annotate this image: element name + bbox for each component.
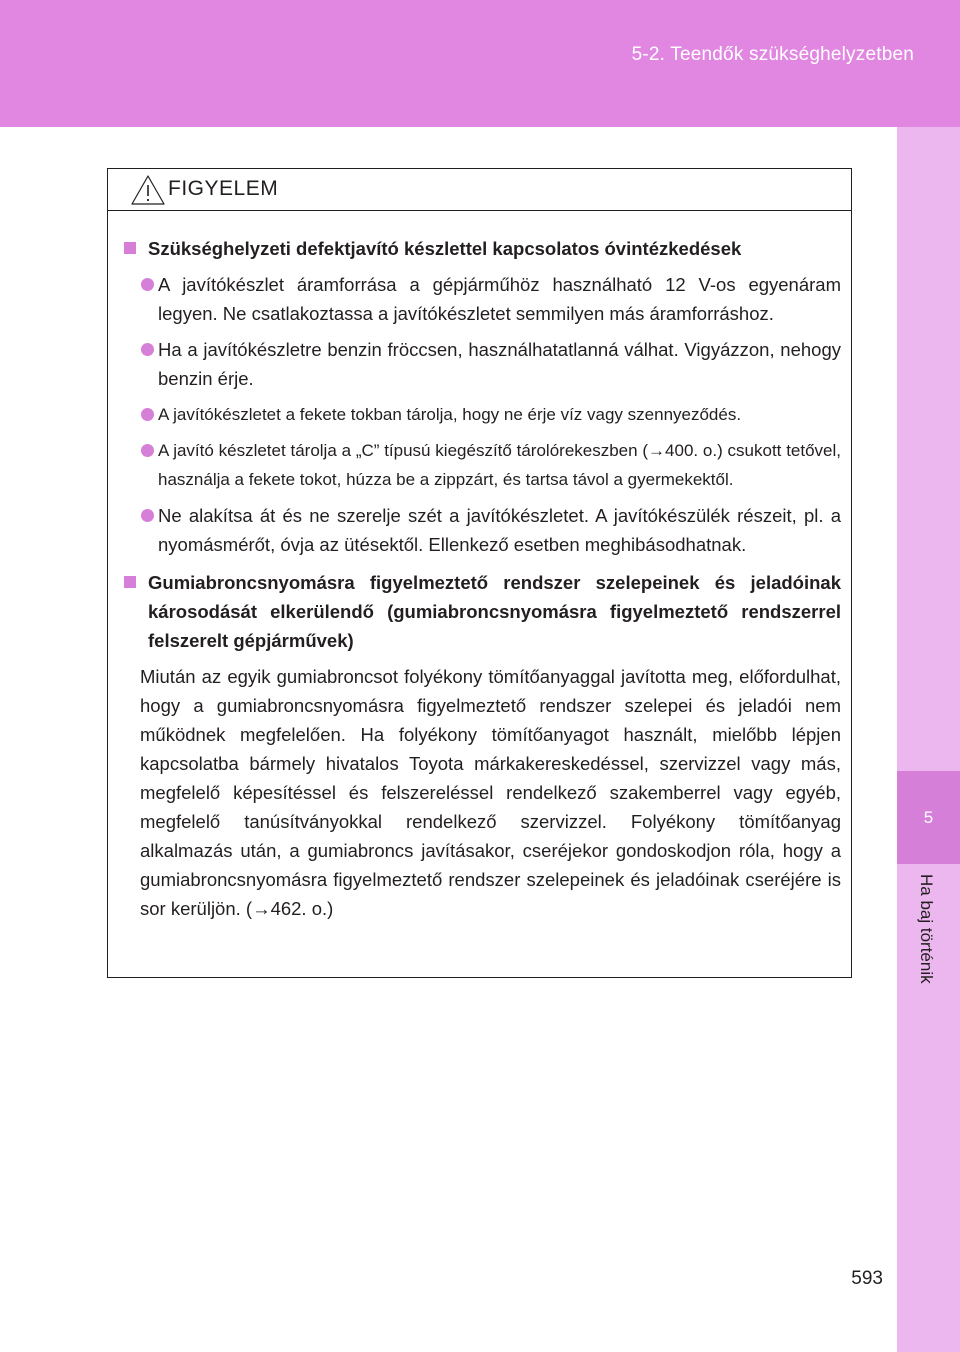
- warning-header: [108, 169, 851, 211]
- circle-bullet-icon: [141, 278, 154, 291]
- list-item: [124, 436, 841, 494]
- warning-body: [108, 211, 851, 923]
- circle-bullet-icon: [141, 343, 154, 356]
- warning-triangle-icon: [128, 173, 168, 207]
- list-item: [124, 270, 841, 328]
- section-heading: [124, 568, 841, 655]
- chapter-label: Ha baj történik: [917, 874, 936, 984]
- circle-bullet-icon: [141, 444, 154, 457]
- circle-bullet-icon: [141, 408, 154, 421]
- section-heading-text: Szükséghelyzeti defektjavító készlettel kapcsolatos óvintézkedések: [148, 238, 742, 259]
- chapter-side-tab: [897, 127, 960, 1352]
- warning-title: FIGYELEM: [168, 177, 279, 200]
- circle-bullet-icon: [141, 509, 154, 522]
- section-heading: [124, 234, 841, 263]
- chapter-number: 5: [923, 808, 934, 827]
- list-item-text: A javító készletet tárolja a „C” típusú kiegészítő tárolórekeszben (→400. o.) csukott tetővel, használja a fekete tokot, húzza be a zippzárt, és tartsa távol a gyermekektől.: [158, 441, 841, 489]
- page-number: 593: [851, 1268, 883, 1289]
- list-item-text: Ne alakítsa át és ne szerelje szét a javítókészletet. A javítókészülék részeit, pl. a nyomásmérőt, óvja az ütésektől. Ellenkező esetben meghibásodhatnak.: [158, 505, 841, 555]
- warning-box: [107, 168, 852, 978]
- list-item-text: A javítókészletet a fekete tokban tárolja, hogy ne érje víz vagy szennyeződés.: [158, 405, 742, 424]
- list-item: [124, 501, 841, 559]
- list-item-text: A javítókészlet áramforrása a gépjárműhöz használható 12 V-os egyenáram legyen. Ne csatlakoztassa a javítókészletet semmilyen más áramforráshoz.: [158, 274, 841, 324]
- list-item: [124, 400, 841, 429]
- section-heading-text: Gumiabroncsnyomásra figyelmeztető rendszer szelepeinek és jeladóinak károsodását elkerülendő (gumiabroncsnyomásra figyelmeztető rendszerrel felszerelt gépjárművek): [148, 572, 841, 651]
- list-item-text: Ha a javítókészletre benzin fröccsen, használhatatlanná válhat. Vigyázzon, nehogy benzin érje.: [158, 339, 841, 389]
- square-bullet-icon: [124, 576, 136, 588]
- paragraph: Miután az egyik gumiabroncsot folyékony tömítőanyaggal javította meg, előfordulhat, hogy a gumiabroncsnyomásra figyelmeztető rendszer szelepei és jeladói nem működnek megfelelően. Ha folyékony tömítőanyagot használt, mielőbb lépjen kapcsolatba bármely hivatalos Toyota márkakereskedéssel, szervizzel vagy más, megfelelő képesítéssel és felszereléssel rendelkező szakemberrel vagy egyéb, megfelelő tanúsítványokkal rendelkező szervizzel. Folyékony tömítőanyag alkalmazás után, a gumiabroncs javításakor, cseréjekor gondoskodjon róla, hogy a gumiabroncsnyomásra figyelmeztető rendszer szelepeinek és jeladóinak cseréjére is sor kerüljön. (→462. o.): [140, 666, 841, 919]
- list-item: [124, 335, 841, 393]
- square-bullet-icon: [124, 242, 136, 254]
- section-title: 5-2. Teendők szükséghelyzetben: [631, 44, 914, 65]
